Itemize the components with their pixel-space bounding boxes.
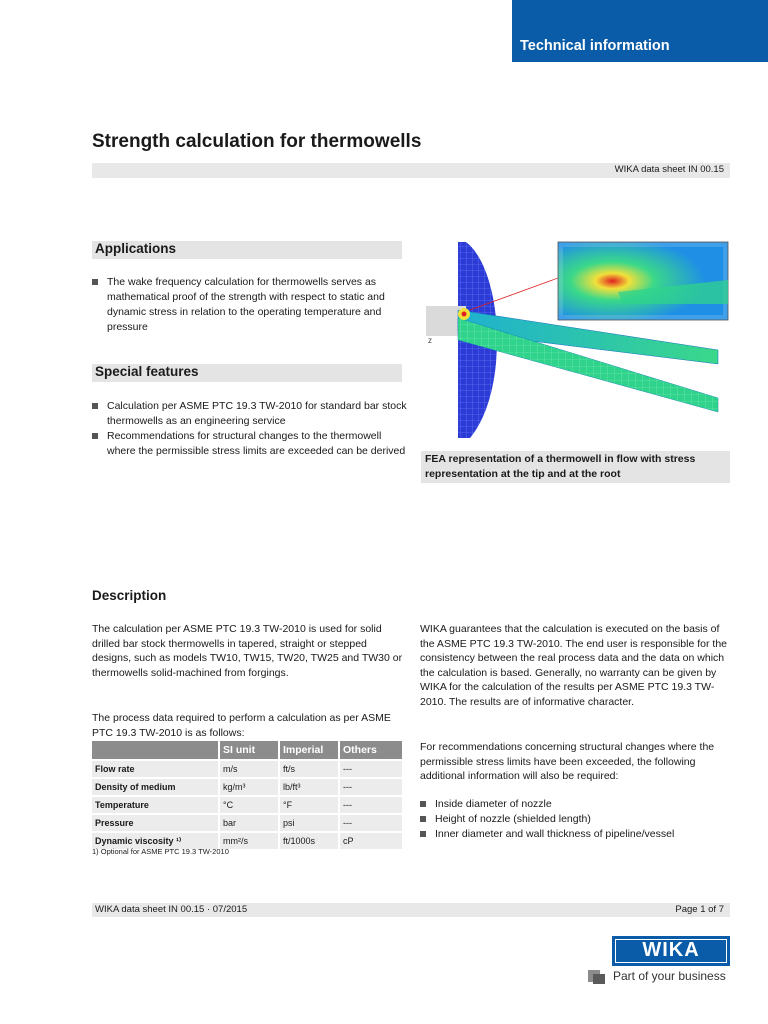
list-item: Inside diameter of nozzle (420, 797, 732, 812)
logo-text: WIKA (615, 939, 727, 963)
applications-heading-bar (92, 241, 402, 259)
table-header-cell: Others (339, 741, 402, 760)
fea-thermowell-figure (418, 240, 730, 440)
datasheet-id: WIKA data sheet IN 00.15 (614, 164, 724, 175)
table-cell: Dynamic viscosity ¹⁾ (92, 832, 219, 849)
footer-page-number: Page 1 of 7 (675, 904, 724, 915)
table-header-cell: Imperial (279, 741, 339, 760)
table-cell: cP (339, 832, 402, 849)
table-header-cell: SI unit (219, 741, 279, 760)
figure-caption: FEA representation of a thermowell in flow with stress representation at the tip and at the root (425, 453, 696, 480)
table-footnote: 1) Optional for ASME PTC 19.3 TW-2010 (92, 847, 229, 856)
stress-detail-inset (558, 242, 728, 320)
table-cell: ft/s (279, 760, 339, 778)
technical-information-banner (512, 0, 768, 62)
table-cell: --- (339, 778, 402, 796)
table-row (92, 760, 402, 778)
list-item: Inner diameter and wall thickness of pipeline/vessel (420, 827, 732, 842)
tagline-mark-icon (588, 970, 606, 984)
table-cell: lb/ft³ (279, 778, 339, 796)
table-cell: psi (279, 814, 339, 832)
footer-datasheet: WIKA data sheet IN 00.15 · 07/2015 (95, 904, 248, 915)
table-cell: °C (219, 796, 279, 814)
table-cell: m/s (219, 760, 279, 778)
table-cell: kg/m³ (219, 778, 279, 796)
datasheet-bar (92, 163, 730, 178)
footer-bar (92, 903, 730, 917)
logo-tagline: Part of your business (613, 969, 726, 983)
table-cell: Temperature (92, 796, 219, 814)
table-cell: Pressure (92, 814, 219, 832)
banner-label: Technical information (520, 38, 670, 54)
table-header-row (92, 741, 402, 760)
table-cell: °F (279, 796, 339, 814)
description-left-paragraph-2: The process data required to perform a calculation as per ASME PTC 19.3 TW-2010 is as follows: (92, 712, 391, 739)
special-features-heading: Special features (95, 364, 199, 379)
table-cell: Flow rate (92, 760, 219, 778)
table-cell: bar (219, 814, 279, 832)
list-item: Height of nozzle (shielded length) (420, 812, 732, 827)
table-cell: ft/1000s (279, 832, 339, 849)
special-features-heading-bar (92, 364, 402, 382)
required-info-list (420, 797, 732, 842)
wika-logo (612, 936, 730, 986)
list-item: The wake frequency calculation for thermowells serves as mathematical proof of the strength with respect to static and dynamic stress in relation to the operating temperature and pressure (92, 275, 407, 335)
description-left-paragraph-1: The calculation per ASME PTC 19.3 TW-2010 is used for solid drilled bar stock thermowells in tapered, straight or stepped designs, such as models TW10, TW15, TW20, TW25 and TW30 or thermowells solid-machined from forgings. (92, 623, 403, 679)
table-row (92, 814, 402, 832)
applications-heading: Applications (95, 241, 177, 256)
table-header-cell (92, 741, 219, 760)
list-item: Calculation per ASME PTC 19.3 TW-2010 for standard bar stock thermowells as an engineering service (92, 399, 407, 429)
description-right-paragraph-1: WIKA guarantees that the calculation is executed on the basis of the ASME PTC 19.3 TW-2010. The end user is responsible for the consistency between the real process data and the data on which the calculation is based. Generally, no warranty can be given by WIKA for the calculation of the results per ASME PTC 19.3 TW-2010. The results are of informative character. (420, 623, 727, 708)
table-cell: --- (339, 760, 402, 778)
special-features-list (92, 399, 407, 459)
applications-list (92, 275, 407, 335)
list-item: Recommendations for structural changes to the thermowell where the permissible stress limits are exceeded can be derived (92, 429, 407, 459)
axis-label-z: z (428, 336, 432, 345)
table-cell: --- (339, 796, 402, 814)
process-data-table (92, 741, 402, 849)
figure-caption-box (421, 451, 730, 483)
table-row (92, 796, 402, 814)
table-cell: Density of medium (92, 778, 219, 796)
table-cell: mm²/s (219, 832, 279, 849)
description-heading: Description (92, 588, 167, 603)
table-row (92, 778, 402, 796)
description-right-paragraph-2: For recommendations concerning structural changes where the permissible stress limits have been exceeded, the following additional information will also be required: (420, 741, 715, 783)
page-title: Strength calculation for thermowells (92, 131, 422, 152)
table-cell: --- (339, 814, 402, 832)
